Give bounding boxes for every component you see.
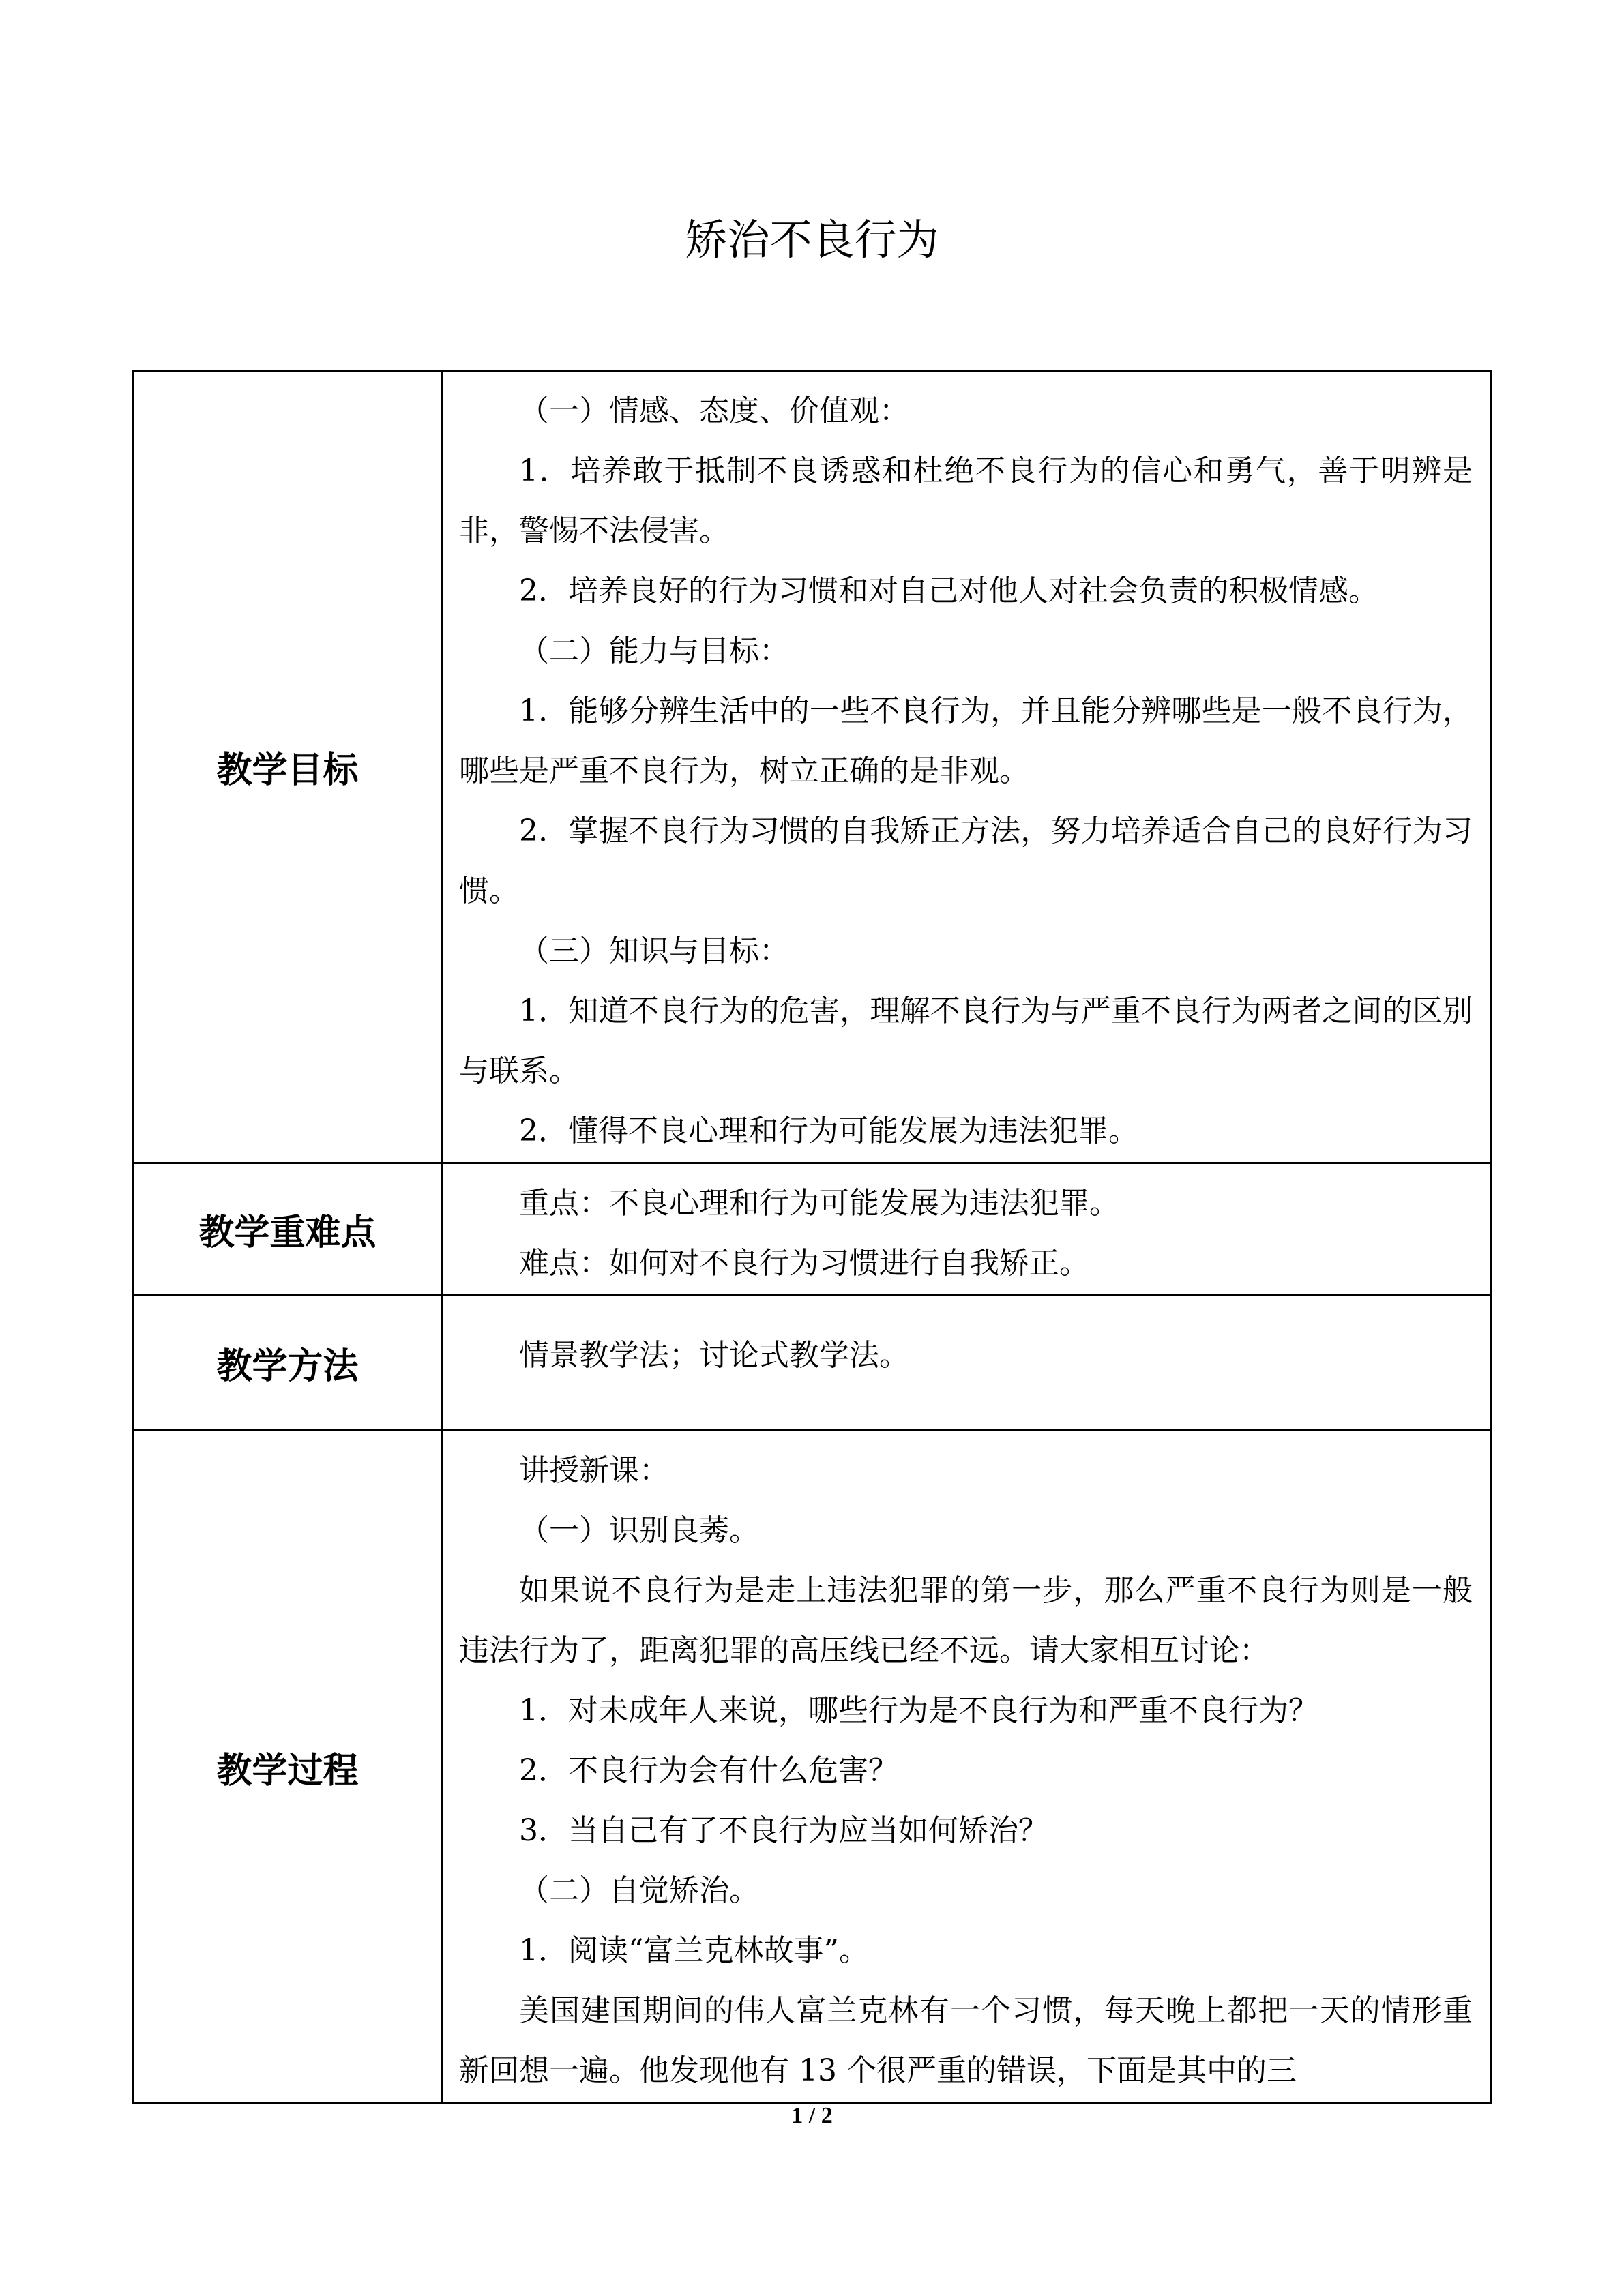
paragraph: （一）识别良莠。 [519, 1513, 759, 1548]
row-content [442, 1163, 1492, 1295]
paragraph: 2．掌握不良行为习惯的自我矫正方法，努力培养适合自己的良好行为习惯。 [459, 814, 1473, 908]
row-teaching-objectives [134, 371, 1492, 1163]
paragraph: 1．能够分辨生活中的一些不良行为，并且能分辨哪些是一般不良行为，哪些是严重不良行为，树立正确的是非观。 [459, 694, 1473, 788]
paragraph: （三）知识与目标： [519, 934, 789, 968]
paragraph: 2．不良行为会有什么危害？ [519, 1753, 898, 1788]
paragraph: 美国建国期间的伟人富兰克林有一个习惯，每天晚上都把一天的情形重新回想一遍。他发现他有 13 个很严重的错误，下面是其中的三 [459, 1993, 1473, 2088]
row-content [442, 371, 1492, 1163]
row-teaching-methods [134, 1295, 1492, 1431]
paragraph: 1．阅读“富兰克林故事”。 [519, 1933, 869, 1968]
page-number: 1 / 2 [791, 2103, 833, 2128]
row-label: 教学目标 [134, 371, 442, 1163]
paragraph: 1．知道不良行为的危害，理解不良行为与严重不良行为两者之间的区别与联系。 [459, 994, 1473, 1088]
row-key-difficult-points [134, 1163, 1492, 1295]
paragraph: （二）自觉矫治。 [519, 1873, 759, 1908]
row-teaching-process [134, 1431, 1492, 2104]
paragraph: （一）情感、态度、价值观： [519, 393, 909, 428]
paragraph: 1．对未成年人来说，哪些行为是不良行为和严重不良行为？ [519, 1693, 1318, 1728]
paragraph: 1．培养敢于抵制不良诱惑和杜绝不良行为的信心和勇气，善于明辨是非，警惕不法侵害。 [459, 453, 1473, 548]
paragraph: （二）能力与目标： [519, 633, 789, 668]
row-label: 教学方法 [134, 1295, 442, 1431]
lesson-plan-table [132, 370, 1492, 2104]
row-label: 教学重难点 [134, 1163, 442, 1295]
paragraph: 2．培养良好的行为习惯和对自己对他人对社会负责的积极情感。 [519, 573, 1378, 608]
paragraph: 如果说不良行为是走上违法犯罪的第一步，那么严重不良行为则是一般违法行为了，距离犯罪的高压线已经不远。请大家相互讨论： [459, 1573, 1473, 1668]
paragraph: 重点：不良心理和行为可能发展为违法犯罪。 [519, 1186, 1119, 1221]
paragraph: 3．当自己有了不良行为应当如何矫治？ [519, 1813, 1048, 1848]
paragraph: 2．懂得不良心理和行为可能发展为违法犯罪。 [519, 1114, 1138, 1148]
row-content [442, 1295, 1492, 1431]
paragraph: 情景教学法；讨论式教学法。 [519, 1338, 909, 1373]
paragraph: 讲授新课： [519, 1453, 669, 1488]
paragraph: 难点：如何对不良行为习惯进行自我矫正。 [519, 1246, 1089, 1281]
row-content [442, 1431, 1492, 2104]
page-title: 矫治不良行为 [685, 215, 939, 265]
row-label: 教学过程 [134, 1431, 442, 2104]
